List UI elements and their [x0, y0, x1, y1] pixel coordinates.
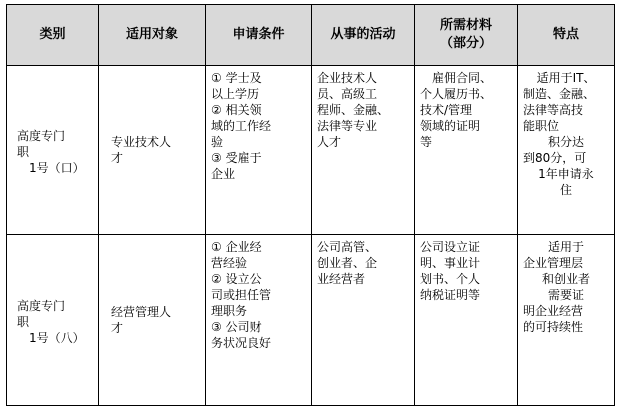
- materials-cell: 公司设立证 明、事业计 划书、个人 纳税证明等: [415, 235, 518, 406]
- header-label: 所需材料: [439, 18, 492, 33]
- conditions-cell: ① 学士及 以上学历 ② 相关领 域的工作经 验 ③ 受雇于 企业: [206, 66, 312, 235]
- category-cell: 高度专门 职 1号（口）: [7, 66, 99, 235]
- header-category: [7, 5, 99, 66]
- visa-comparison-table: [6, 4, 615, 406]
- activities-cell: 企业技术人 员、高级工 程师、金融、 法律等专业 人才: [312, 66, 415, 235]
- header-label: 类别: [39, 27, 66, 42]
- header-activities: [312, 5, 415, 66]
- features-cell: 适用于 企业管理层 和创业者 需要证 明企业经营 的可持续性: [518, 235, 615, 406]
- features-cell: 适用于IT、 制造、金融、 法律等高技 能职位 积分达 到80分，可 1年申请永 住: [518, 66, 615, 235]
- header-conditions: [206, 5, 312, 66]
- header-label: 适用对象: [125, 27, 178, 42]
- activities-cell: 公司高管、 创业者、企 业经营者: [312, 235, 415, 406]
- header-label: 申请条件: [232, 27, 285, 42]
- header-label: 特点: [552, 27, 579, 42]
- header-label: 从事的活动: [330, 27, 396, 42]
- header-row: [7, 5, 615, 66]
- table-row: [7, 235, 615, 406]
- header-materials: [415, 5, 518, 66]
- header-target: [99, 5, 206, 66]
- target-cell: 经营管理人 才: [99, 235, 206, 406]
- header-features: [518, 5, 615, 66]
- conditions-cell: ① 企业经 营经验 ② 设立公 司或担任管 理职务 ③ 公司财 务状况良好: [206, 235, 312, 406]
- category-cell: 高度专门 职 1号（八）: [7, 235, 99, 406]
- materials-cell: 雇佣合同、 个人履历书、 技术/管理 领域的证明 等: [415, 66, 518, 235]
- target-cell: 专业技术人 才: [99, 66, 206, 235]
- table-row: [7, 66, 615, 235]
- header-sublabel: （部分）: [439, 36, 492, 51]
